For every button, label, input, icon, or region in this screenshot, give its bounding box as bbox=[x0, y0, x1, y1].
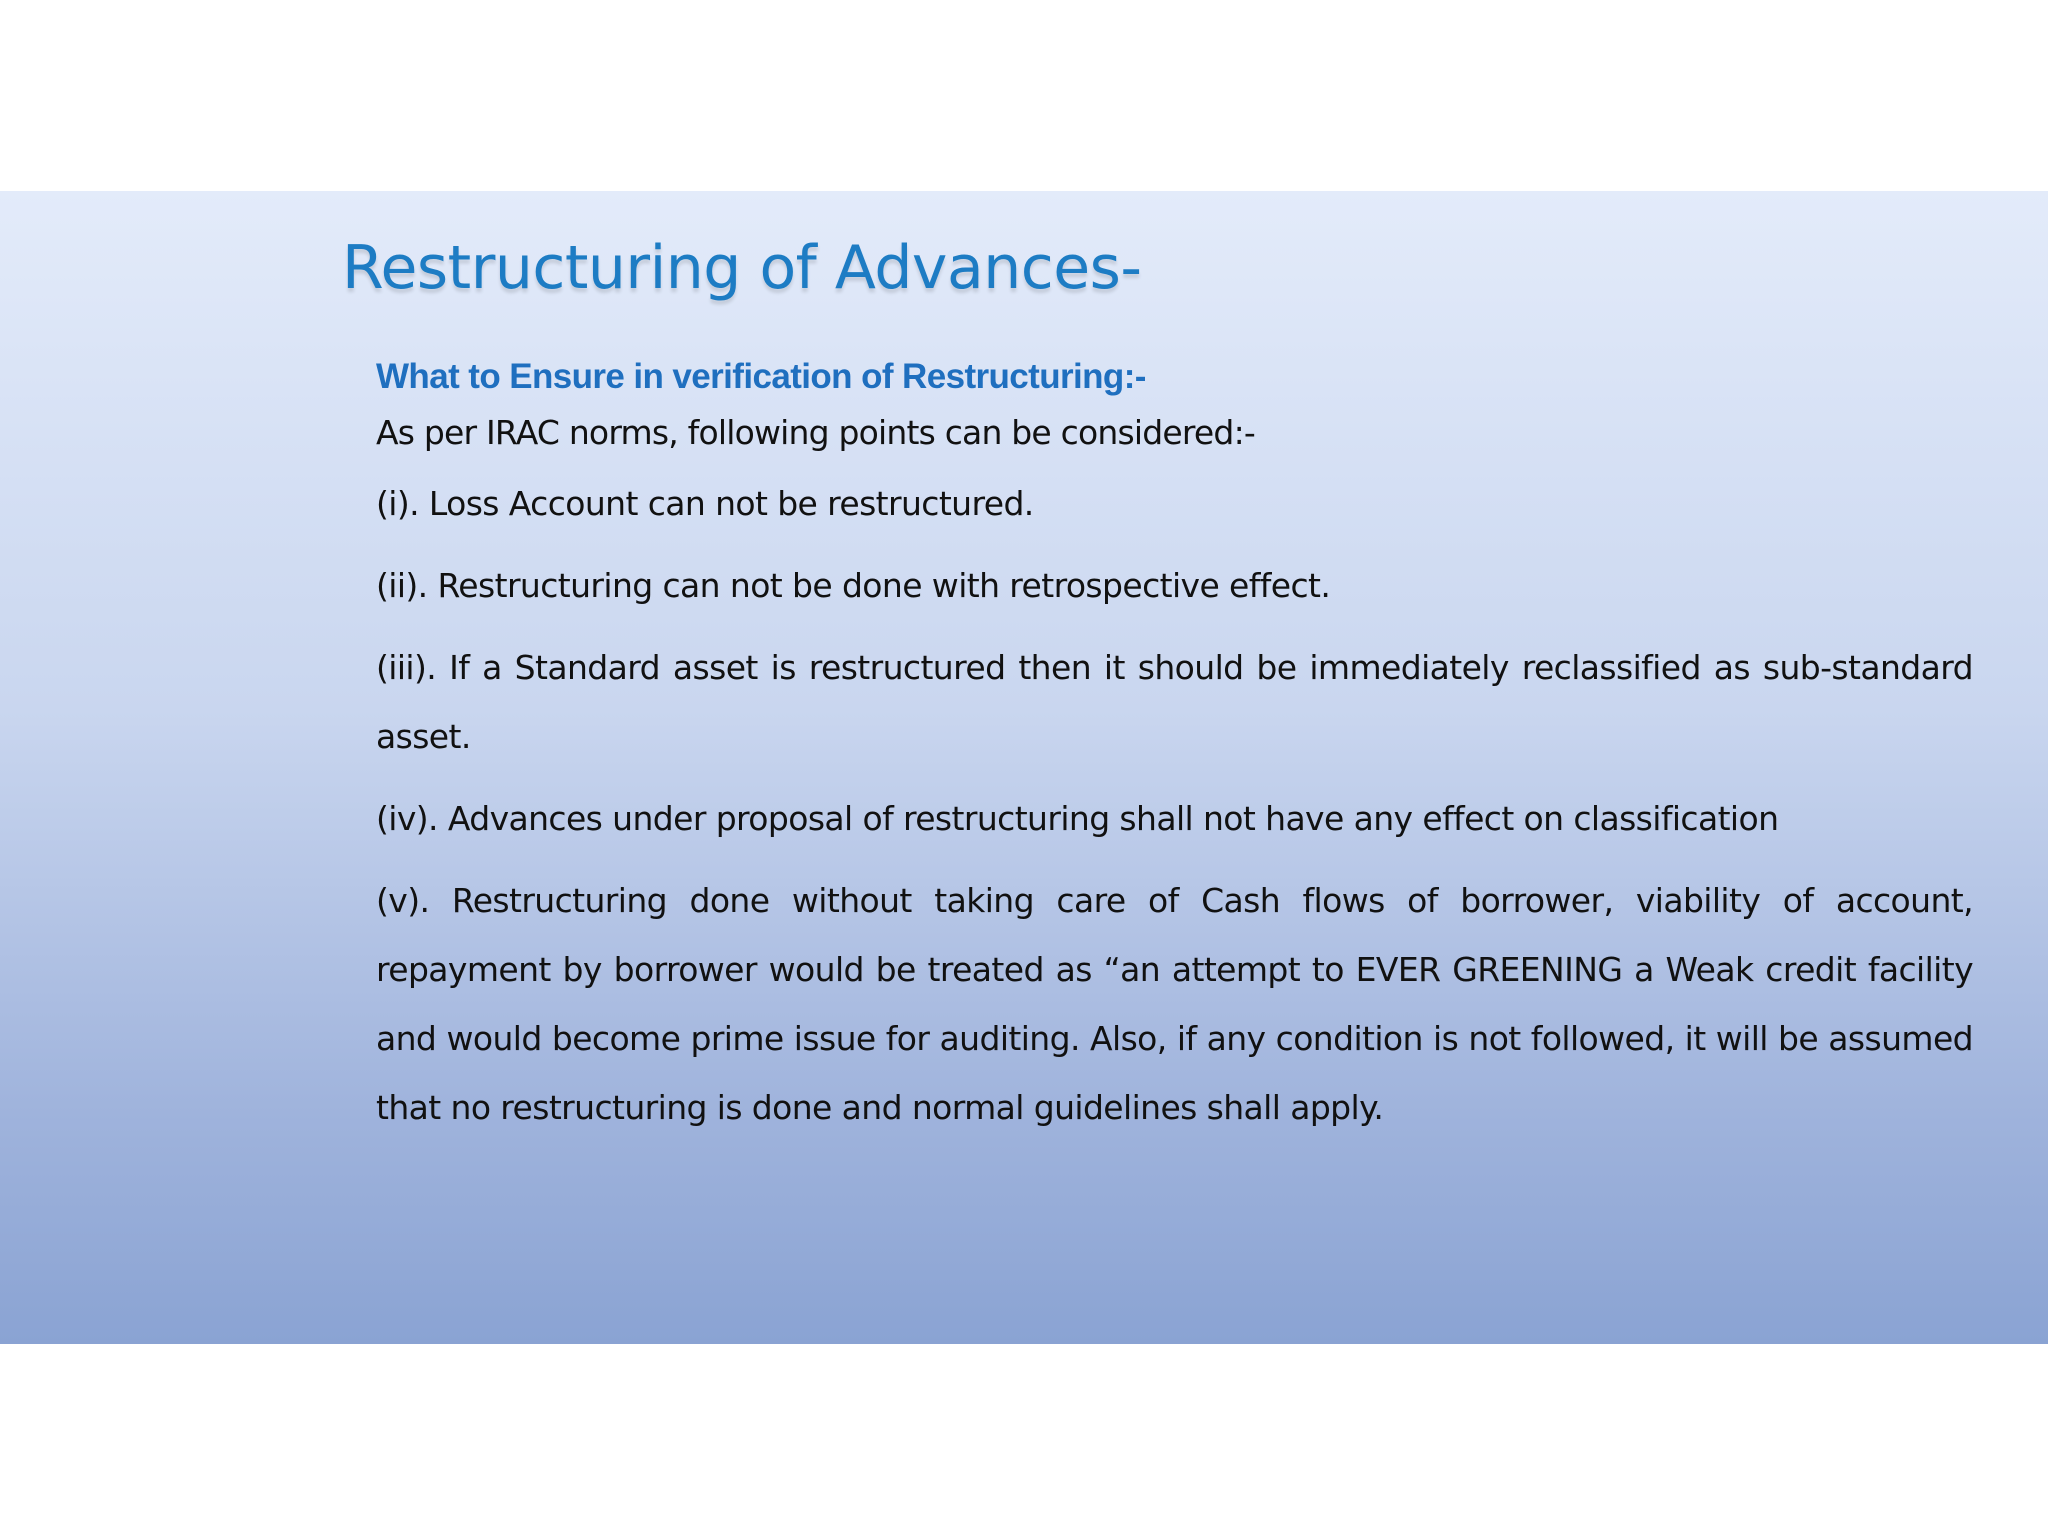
intro-text: As per IRAC norms, following points can be considered:- bbox=[376, 413, 1256, 452]
point-iii: (iii). If a Standard asset is restructured then it should be immediately reclassified as sub-standard asset. bbox=[376, 648, 1973, 756]
slide bbox=[0, 191, 2048, 1344]
point-v: (v). Restructuring done without taking care of Cash flows of borrower, viability of account, repayment by borrower would be treated as “an attempt to EVER GREENING a Weak credit facility and would become prime issue for auditing. Also, if any condition is not followed, it will be assumed that no restructuring is done and normal guidelines shall apply. bbox=[376, 881, 1973, 1127]
slide-title: Restructuring of Advances- bbox=[342, 233, 1142, 303]
point-ii: (ii). Restructuring can not be done with retrospective effect. bbox=[376, 566, 1331, 605]
point-i: (i). Loss Account can not be restructured. bbox=[376, 484, 1034, 523]
points-list bbox=[376, 469, 1973, 1142]
slide-content bbox=[376, 353, 1973, 1155]
section-subheading: What to Ensure in verification of Restructuring:- bbox=[376, 357, 1146, 396]
point-iv: (iv). Advances under proposal of restructuring shall not have any effect on classification bbox=[376, 799, 1779, 838]
